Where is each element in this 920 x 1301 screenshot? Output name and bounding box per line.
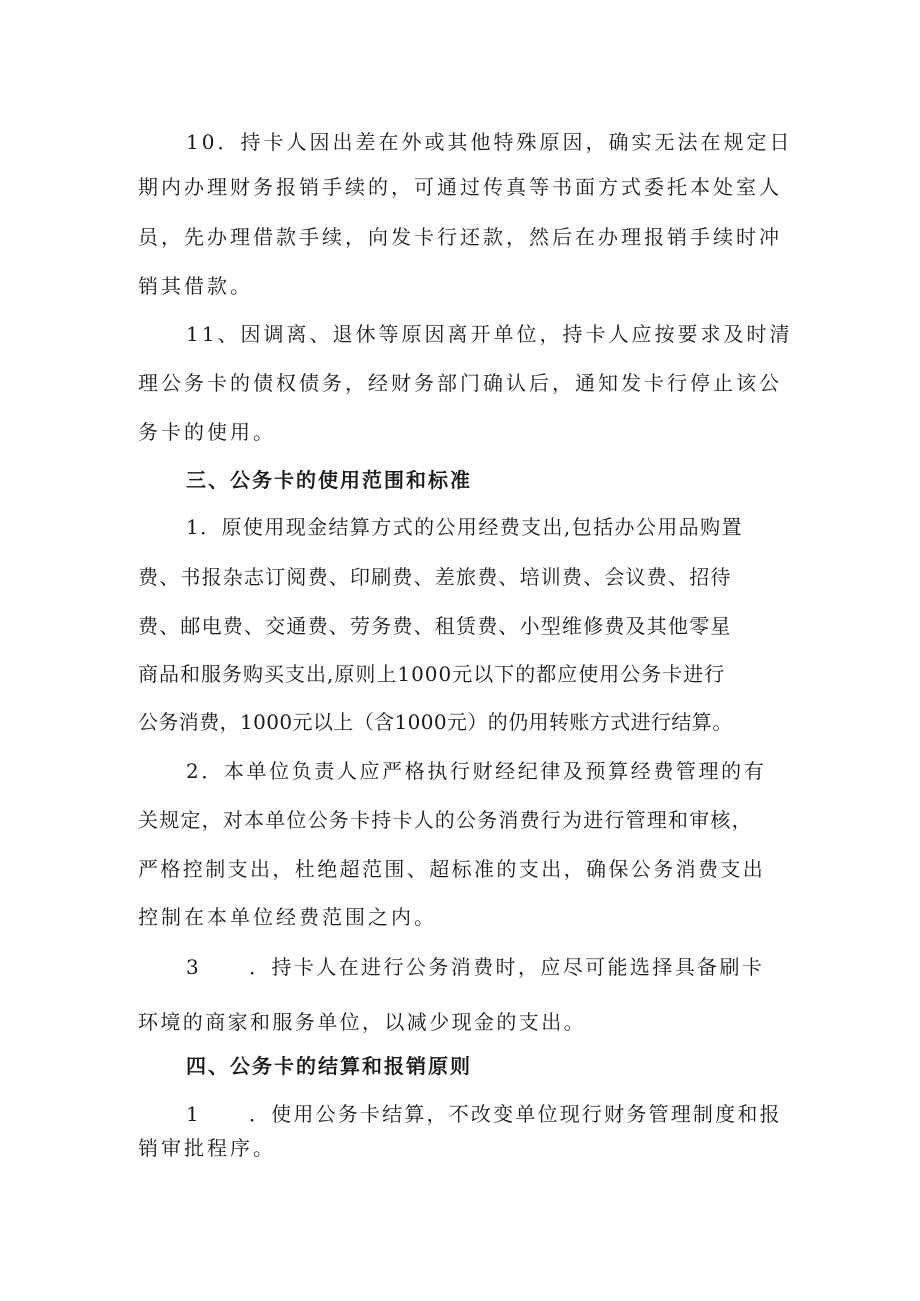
section-3-item-1-line-1: 1．原使用现金结算方式的公用经费支出,包括办公用品购置 [186,515,743,539]
item-text: ．使用公务卡结算，不改变单位现行财务管理制度和报 [248,1102,782,1126]
section-4-item-1-line-2: 销审批程序。 [138,1136,276,1160]
section-3-item-2-line-4: 控制在本单位经费范围之内。 [138,905,437,929]
section-3-item-1-line-4: 商品和服务购买支出,原则上1000元以下的都应使用公务卡进行 [138,662,726,686]
item-number: 3 [186,955,202,979]
item-text: ．持卡人在进行公务消费时，应尽可能选择具备刷卡 [249,955,765,979]
item-10-line-2: 期内办理财务报销手续的，可通过传真等书面方式委托本处室人 [138,175,782,199]
section-3-item-2-line-1: 2．本单位负责人应严格执行财经纪律及预算经费管理的有 [186,759,767,783]
item-11-line-1: 11、因调离、退休等原因离开单位，持卡人应按要求及时清 [186,322,793,346]
section-3-item-2-line-2: 关规定，对本单位公务卡持卡人的公务消费行为进行管理和审核， [138,808,753,832]
section-3-heading: 三、公务卡的使用范围和标准 [186,468,472,492]
item-10-line-3: 员，先办理借款手续，向发卡行还款，然后在办理报销手续时冲 [138,225,782,249]
section-3-item-1-line-2: 费、书报杂志订阅费、印刷费、差旅费、培训费、会议费、招待 [138,565,732,589]
item-10-line-4: 销其借款。 [138,274,253,298]
section-4-item-1-line-1 [186,1100,782,1128]
section-4-heading: 四、公务卡的结算和报销原则 [186,1054,472,1078]
section-3-item-1-line-3: 费、邮电费、交通费、劳务费、租赁费、小型维修费及其他零星 [138,614,732,638]
section-3-item-3-line-2: 环境的商家和服务单位，以减少现金的支出。 [138,1010,586,1034]
item-number: 1 [186,1102,201,1126]
section-3-item-2-line-3: 严格控制支出，杜绝超范围、超标准的支出，确保公务消费支出 [138,857,766,881]
item-11-line-3: 务卡的使用。 [138,420,276,444]
item-11-line-2: 理公务卡的债权债务，经财务部门确认后，通知发卡行停止该公 [138,371,782,395]
item-10-line-1: 10．持卡人因出差在外或其他特殊原因，确实无法在规定日 [186,130,793,154]
section-3-item-3-line-1 [186,953,764,981]
section-3-item-1-line-5: 公务消费，1000元以上（含1000元）的仍用转账方式进行结算。 [138,710,733,734]
